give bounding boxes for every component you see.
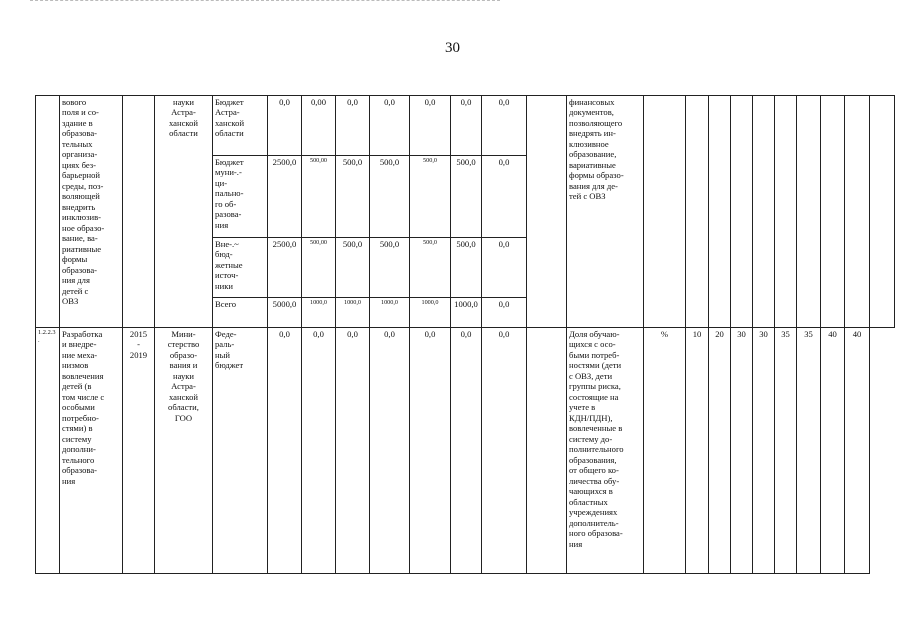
unit-cell [644, 96, 686, 328]
target-cell: 40 [821, 328, 845, 574]
scan-top-edge [30, 0, 500, 3]
indicator-cell: финансовых документов, позволяющего внедрять ин- клюзивное образование, вариативные формы образо- вания для де- тей с ОВЗ [567, 96, 644, 328]
value-cell: 500,00 [302, 238, 336, 298]
code-cell: 1.2.2.3. [36, 328, 60, 574]
target-cell [686, 96, 709, 328]
value-cell: 0,0 [268, 328, 302, 574]
value-cell: 0,0 [451, 96, 482, 156]
funding-source-cell: Бюджет Астра- ханской области [213, 96, 268, 156]
value-cell: 500,0 [451, 238, 482, 298]
target-cell [797, 96, 821, 328]
funding-source-cell: Феде- раль- ный бюджет [213, 328, 268, 574]
value-cell: 1000,0 [451, 298, 482, 328]
value-cell: 500,00 [302, 156, 336, 238]
executor-cell: науки Астра- ханской области [155, 96, 213, 328]
value-cell: 1000,0 [410, 298, 451, 328]
target-cell: 30 [731, 328, 753, 574]
value-cell: 500,0 [410, 156, 451, 238]
value-cell: 500,0 [336, 238, 370, 298]
empty-cell [527, 328, 567, 574]
value-cell: 0,0 [302, 328, 336, 574]
value-cell: 1000,0 [302, 298, 336, 328]
unit-cell: % [644, 328, 686, 574]
value-cell: 500,0 [370, 238, 410, 298]
target-cell: 10 [686, 328, 709, 574]
value-cell: 2500,0 [268, 238, 302, 298]
target-cell [775, 96, 797, 328]
funding-source-cell: Вне-.~ бюд- жетные источ- ники [213, 238, 268, 298]
table-row [36, 96, 895, 156]
value-cell: 1000,0 [336, 298, 370, 328]
target-cell: 40 [845, 328, 870, 574]
code-cell [36, 96, 60, 328]
value-cell: 0,0 [482, 328, 527, 574]
value-cell: 0,0 [482, 238, 527, 298]
program-table [35, 95, 895, 574]
value-cell: 500,0 [410, 238, 451, 298]
period-cell [123, 96, 155, 328]
value-cell: 0,0 [370, 96, 410, 156]
value-cell: 500,0 [336, 156, 370, 238]
value-cell: 0,0 [370, 328, 410, 574]
value-cell: 0,0 [410, 328, 451, 574]
value-cell: 2500,0 [268, 156, 302, 238]
measure-cell: Разработка и внедре- ние меха- низмов вовлечения детей (в том числе с особыми потребно- стями) в систему дополни- тельного образова- ния [60, 328, 123, 574]
target-cell: 35 [775, 328, 797, 574]
executor-cell: Мини- стерство образо- вания и науки Астра- ханской области, ГОО [155, 328, 213, 574]
target-cell [753, 96, 775, 328]
funding-source-cell: Бюджет муни-.- ци- пально- го об- разова- ния [213, 156, 268, 238]
value-cell: 500,0 [370, 156, 410, 238]
empty-cell [527, 96, 567, 328]
target-cell [870, 96, 895, 328]
value-cell: 0,0 [482, 96, 527, 156]
value-cell: 0,0 [336, 328, 370, 574]
value-cell: 0,0 [410, 96, 451, 156]
target-cell: 30 [753, 328, 775, 574]
measure-cell: вового поля и со- здание в образова- тельных организа- циях без- барьерной среды, поз- воляющей внедрить инклюзив- ное образо- вание, ва- риативные формы образова- ния для детей с ОВЗ [60, 96, 123, 328]
target-cell [845, 96, 870, 328]
table-row [36, 328, 895, 574]
value-cell: 0,0 [451, 328, 482, 574]
value-cell: 5000,0 [268, 298, 302, 328]
target-cell: 20 [709, 328, 731, 574]
value-cell: 0,0 [268, 96, 302, 156]
value-cell: 0,00 [302, 96, 336, 156]
page-number: 30 [445, 40, 460, 56]
target-cell [709, 96, 731, 328]
funding-source-cell: Всего [213, 298, 268, 328]
value-cell: 1000,0 [370, 298, 410, 328]
value-cell: 0,0 [482, 298, 527, 328]
target-cell [821, 96, 845, 328]
value-cell: 0,0 [482, 156, 527, 238]
indicator-cell: Доля обучаю- щихся с осо- быми потреб- ностями (дети с ОВЗ, дети группы риска, состоящие на учете в КДН/ПДН), вовлеченные в систему до- полнительного образования, от общего ко- личества обу- чающихся в областных учреждениях дополнитель- ного образова- ния [567, 328, 644, 574]
value-cell: 0,0 [336, 96, 370, 156]
target-cell: 35 [797, 328, 821, 574]
value-cell: 500,0 [451, 156, 482, 238]
target-cell [731, 96, 753, 328]
period-cell: 2015 - 2019 [123, 328, 155, 574]
